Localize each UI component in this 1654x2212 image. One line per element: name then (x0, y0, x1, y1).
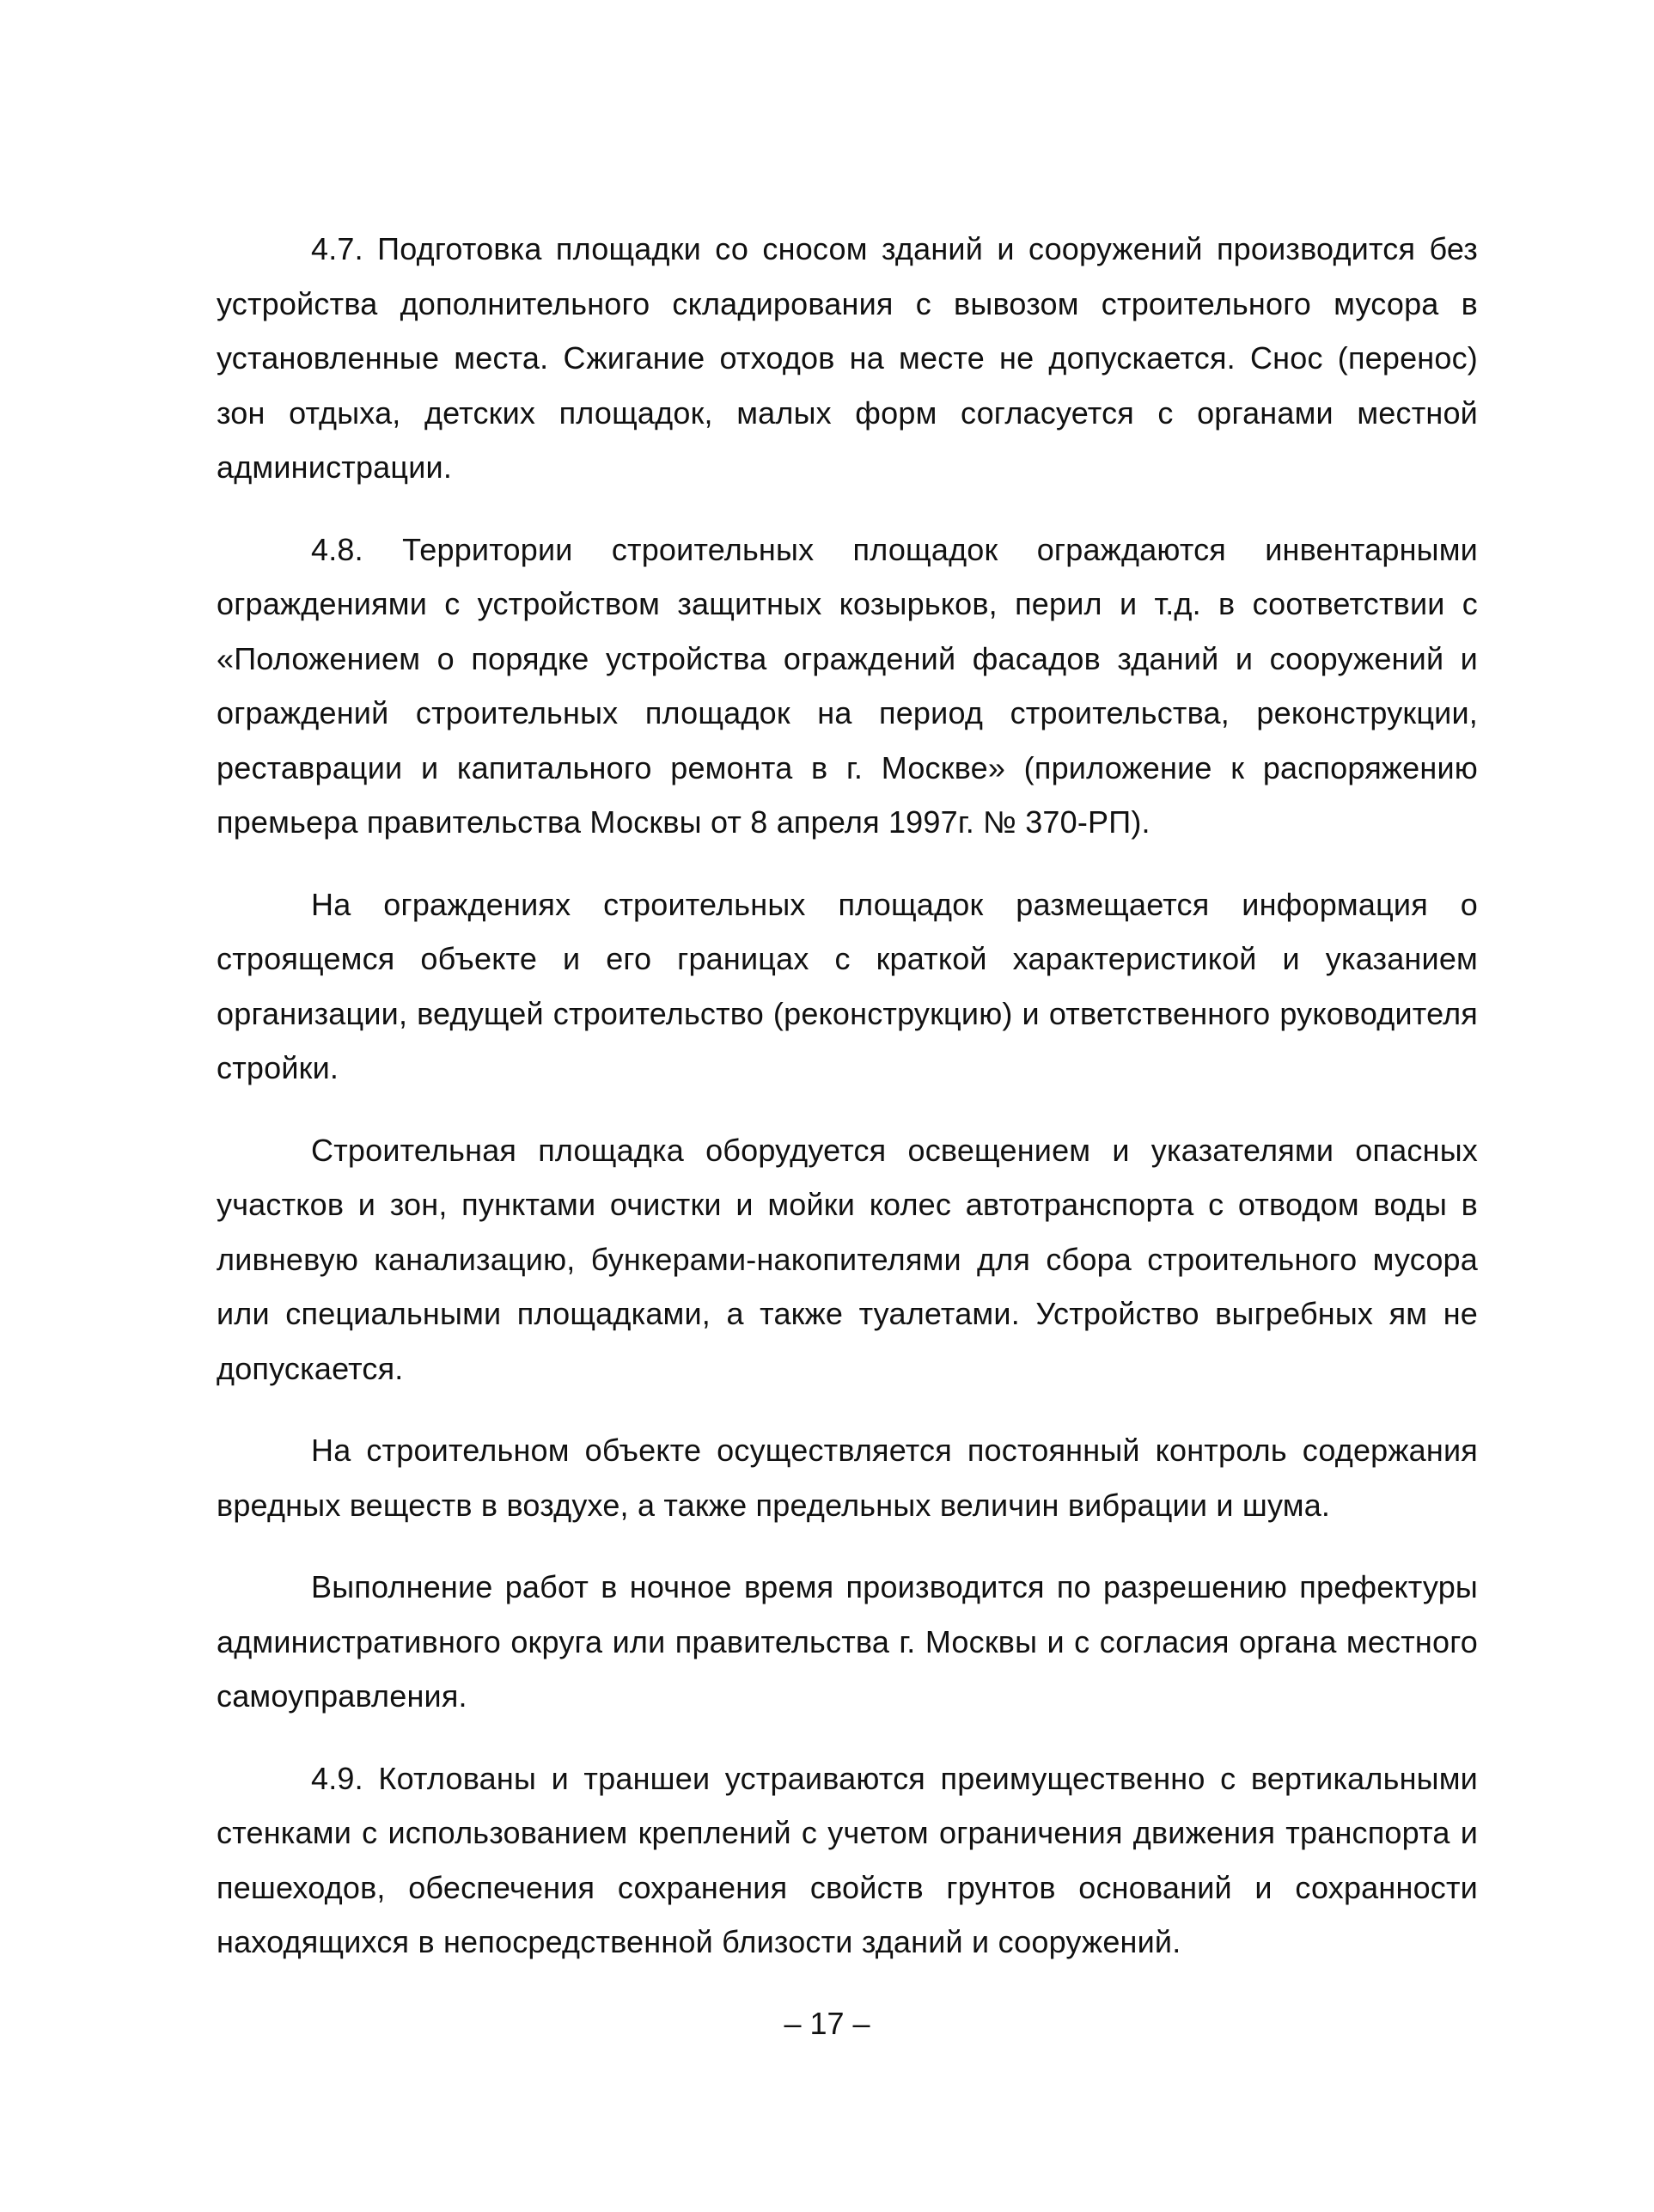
paragraph-4-8: 4.8. Территории строительных площадок ограждаются инвентарными ограждениями с устройством защитных козырьков, перил и т.д. в соответствии с «Положением о порядке устройства ограждений фасадов зданий и сооружений и ограждений строительных площадок на период строительства, реконструкции, реставрации и капитального ремонта в г. Москве» (приложение к распоряжению премьера правительства Москвы от 8 апреля 1997г. № 370-РП). (217, 531, 1478, 840)
paragraph-4-9: 4.9. Котлованы и траншеи устраиваются преимущественно с вертикальными стенками с использованием креплений с учетом ограничения движения транспорта и пешеходов, обеспечения сохранения свойств грунтов оснований и сохранности находящихся в непосредственной близости зданий и сооружений. (217, 1760, 1478, 1959)
paragraph-fence-info: На ограждениях строительных площадок размещается информация о строящемся объекте и его границах с краткой характеристикой и указанием организации, ведущей строительство (реконструкцию) и ответственного руководителя стройки. (217, 886, 1478, 1085)
paragraph-site-equipment: Строительная площадка оборудуется освещением и указателями опасных участков и зон, пунктами очистки и мойки колес автотранспорта с отводом воды в ливневую канализацию, бункерами-накопителями для сбора строительного мусора или специальными площадками, а также туалетами. Устройство выгребных ям не допускается. (217, 1132, 1478, 1386)
body-text (217, 222, 1478, 1970)
page-number: – 17 – (784, 2006, 870, 2041)
paragraph-night-work: Выполнение работ в ночное время производится по разрешению префектуры административного округа или правительства г. Москвы и с согласия органа местного самоуправления. (217, 1569, 1478, 1714)
paragraph-air-control: На строительном объекте осуществляется постоянный контроль содержания вредных веществ в воздухе, а также предельных величин вибрации и шума. (217, 1433, 1478, 1523)
paragraph-4-7: 4.7. Подготовка площадки со сносом зданий и сооружений производится без устройства дополнительного складирования с вывозом строительного мусора в установленные места. Сжигание отходов на месте не допускается. Снос (перенос) зон отдыха, детских площадок, малых форм согласуется с органами местной администрации. (217, 231, 1478, 485)
